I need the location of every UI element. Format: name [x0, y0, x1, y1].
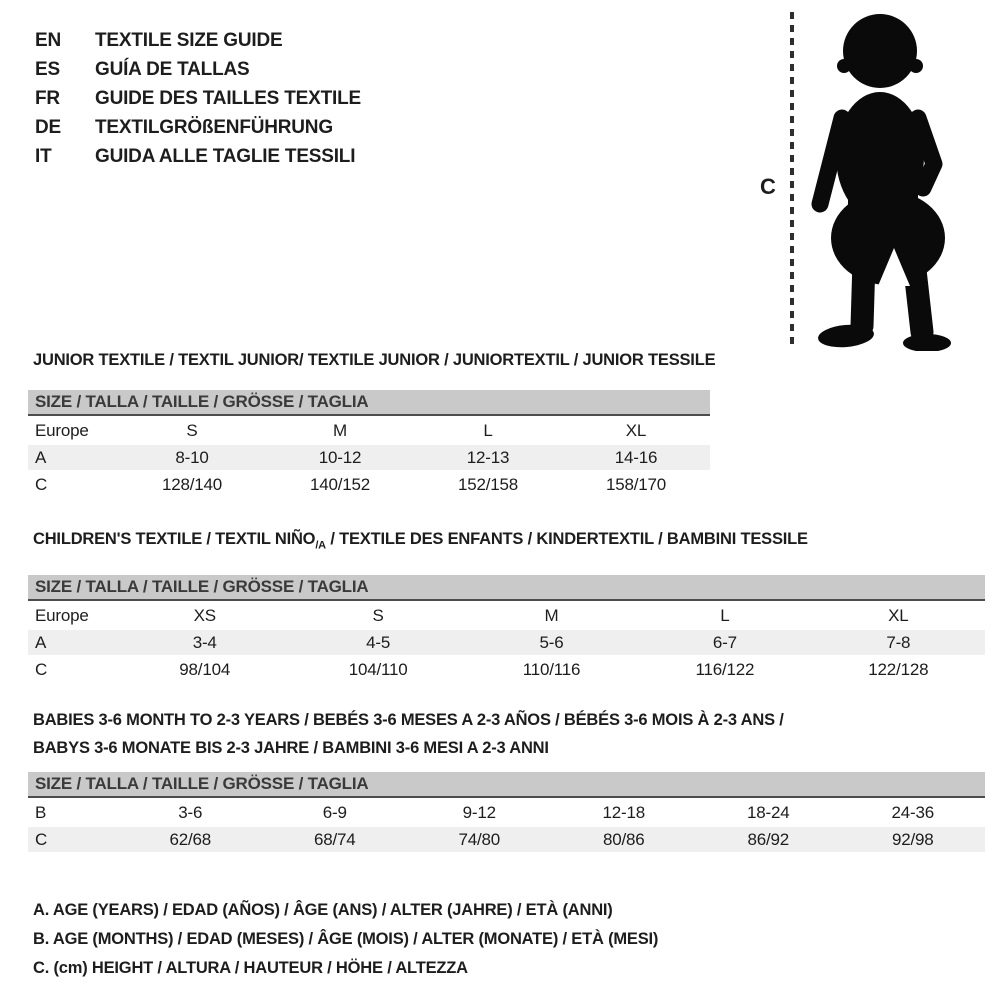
height-cell: 62/68: [169, 829, 212, 849]
height-cell: 86/92: [747, 829, 790, 849]
language-row: [35, 26, 361, 55]
size-cell: M: [333, 420, 347, 440]
height-cell: 140/152: [309, 474, 371, 494]
size-tables: [28, 352, 985, 983]
size-cell: S: [372, 605, 384, 625]
table-row: [28, 418, 710, 443]
age-cell: 12-13: [466, 447, 510, 467]
height-cell: 104/110: [348, 659, 408, 679]
height-cell: 110/116: [522, 659, 581, 679]
guide-title: GUÍA DE TALLAS: [95, 58, 250, 80]
height-measure-label: C: [760, 174, 776, 199]
section-babies: [28, 706, 985, 852]
row-label: A: [35, 632, 47, 652]
height-cell: 68/74: [313, 829, 356, 849]
footnote-b: B. AGE (MONTHS) / EDAD (MESES) / ÂGE (MOIS) / ALTER (MONATE) / ETÀ (MESI): [33, 930, 659, 949]
age-cell: 5-6: [539, 632, 564, 652]
children-size-table: [28, 575, 985, 682]
size-cell: L: [720, 605, 730, 625]
size-cell: M: [544, 605, 559, 625]
guide-title: TEXTILE SIZE GUIDE: [95, 29, 283, 51]
height-cell: 128/140: [161, 474, 223, 494]
table-row: [28, 630, 985, 655]
language-code: DE: [35, 116, 61, 138]
size-header-bar: SIZE / TALLA / TAILLE / GRÖSSE / TAGLIA: [28, 390, 710, 416]
age-cell: 3-4: [192, 632, 217, 652]
table-row: [28, 603, 985, 628]
size-header-bar: SIZE / TALLA / TAILLE / GRÖSSE / TAGLIA: [28, 575, 985, 601]
section-title: [28, 706, 985, 762]
height-cell: 74/80: [458, 829, 501, 849]
section-title-subscript: /A: [315, 539, 326, 552]
age-cell: 18-24: [747, 802, 790, 822]
footnote-c: C. (cm) HEIGHT / ALTURA / HAUTEUR / HÖHE / ALTEZZA: [33, 959, 468, 978]
language-row: [35, 113, 361, 142]
section-children: [28, 531, 985, 682]
language-code: ES: [35, 58, 60, 80]
height-measure-dashed-line: [790, 12, 794, 346]
section-title: [28, 531, 985, 554]
age-cell: 12-18: [602, 802, 645, 822]
baby-silhouette-icon: [804, 6, 956, 351]
babies-size-table: [28, 772, 985, 852]
row-label: B: [35, 802, 47, 822]
language-row: [35, 84, 361, 113]
age-cell: 8-10: [175, 447, 209, 467]
language-title-list: [35, 26, 361, 171]
row-label: Europe: [35, 605, 89, 625]
height-cell: 98/104: [179, 659, 231, 679]
size-cell: XS: [193, 605, 216, 625]
table-row: [28, 472, 710, 497]
section-title-text: CHILDREN'S TEXTILE / TEXTIL NIÑO: [33, 530, 316, 548]
language-code: FR: [35, 87, 60, 109]
row-label: C: [35, 829, 48, 849]
age-cell: 14-16: [614, 447, 658, 467]
table-row: [28, 827, 985, 852]
age-cell: 6-7: [712, 632, 737, 652]
legend-footnotes: [28, 896, 985, 983]
table-row: [28, 800, 985, 825]
row-label: A: [35, 447, 47, 467]
footnote-a: A. AGE (YEARS) / EDAD (AÑOS) / ÂGE (ANS) / ALTER (JAHRE) / ETÀ (ANNI): [33, 901, 613, 920]
section-title-text: / TEXTILE DES ENFANTS / KINDERTEXTIL / BAMBINI TESSILE: [325, 530, 808, 548]
guide-title: TEXTILGRÖßENFÜHRUNG: [95, 116, 333, 138]
height-cell: 92/98: [891, 829, 934, 849]
age-cell: 9-12: [462, 802, 496, 822]
age-cell: 6-9: [322, 802, 347, 822]
section-junior: [28, 352, 985, 497]
height-cell: 116/122: [695, 659, 755, 679]
table-row: [28, 445, 710, 470]
age-cell: 4-5: [366, 632, 391, 652]
guide-title: GUIDE DES TAILLES TEXTILE: [95, 87, 361, 109]
age-cell: 24-36: [891, 802, 934, 822]
age-cell: 10-12: [318, 447, 362, 467]
language-row: [35, 55, 361, 84]
language-code: IT: [35, 145, 52, 167]
guide-title: GUIDA ALLE TAGLIE TESSILI: [95, 145, 356, 167]
language-row: [35, 142, 361, 171]
size-cell: S: [186, 420, 198, 440]
height-cell: 80/86: [602, 829, 645, 849]
size-cell: XL: [888, 605, 909, 625]
age-cell: 3-6: [178, 802, 203, 822]
row-label: Europe: [35, 420, 89, 440]
height-cell: 152/158: [457, 474, 519, 494]
row-label: C: [35, 474, 48, 494]
baby-figure: [742, 6, 958, 352]
height-cell: 122/128: [868, 659, 929, 679]
age-cell: 7-8: [886, 632, 911, 652]
size-cell: L: [483, 420, 493, 440]
table-row: [28, 657, 985, 682]
language-code: EN: [35, 29, 61, 51]
size-header-bar: SIZE / TALLA / TAILLE / GRÖSSE / TAGLIA: [28, 772, 985, 798]
section-title: JUNIOR TEXTILE / TEXTIL JUNIOR/ TEXTILE JUNIOR / JUNIORTEXTIL / JUNIOR TESSILE: [33, 351, 716, 369]
junior-size-table: [28, 390, 710, 497]
size-cell: XL: [625, 420, 647, 440]
row-label: C: [35, 659, 48, 679]
height-cell: 158/170: [605, 474, 667, 494]
section-title-line2: BABYS 3-6 MONATE BIS 2-3 JAHRE / BAMBINI 3-6 MESI A 2-3 ANNI: [33, 739, 549, 758]
section-title-line1: BABIES 3-6 MONTH TO 2-3 YEARS / BEBÉS 3-6 MESES A 2-3 AÑOS / BÉBÉS 3-6 MOIS À 2-3 ANS /: [33, 711, 784, 730]
